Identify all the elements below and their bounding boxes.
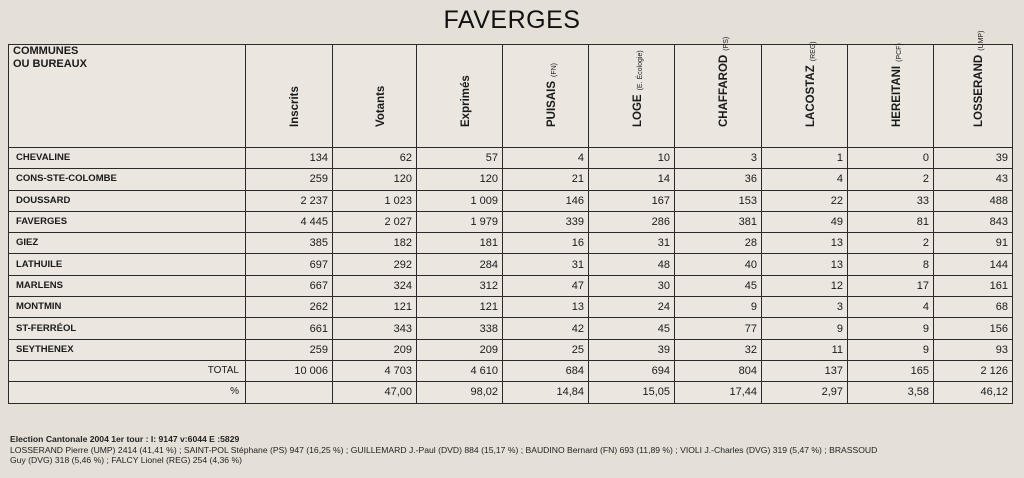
table-cell: 21 (503, 169, 589, 190)
table-cell: 13 (503, 297, 589, 318)
table-cell: 120 (417, 169, 503, 190)
table-row (9, 148, 1013, 169)
table-cell: 42 (503, 318, 589, 339)
table-row (9, 275, 1013, 296)
table-cell: 156 (934, 318, 1013, 339)
table-cell: 4 (503, 148, 589, 169)
column-header-inscrits (246, 45, 333, 148)
table-cell: 28 (675, 233, 762, 254)
table-cell: 209 (417, 339, 503, 360)
table-cell: 292 (333, 254, 417, 275)
table-cell: 22 (762, 190, 848, 211)
table-cell: 57 (417, 148, 503, 169)
table-cell: 284 (417, 254, 503, 275)
table-cell: 32 (675, 339, 762, 360)
row-label: CHEVALINE (9, 148, 246, 169)
footnote-candidates-2: Guy (DVG) 318 (5,46 %) ; FALCY Lionel (REG) 254 (4,36 %) (10, 455, 242, 465)
row-label: ST-FERRÉOL (9, 318, 246, 339)
table-cell (246, 382, 333, 403)
table-cell: 4 (848, 297, 934, 318)
column-party: (FN) (550, 62, 558, 77)
commune-header-line-2: OU BUREAUX (13, 58, 87, 70)
row-label: GIEZ (9, 233, 246, 254)
table-cell: 259 (246, 169, 333, 190)
table-cell: 10 006 (246, 360, 333, 381)
header-row (9, 45, 1013, 148)
table-row (9, 318, 1013, 339)
table-cell: 2 126 (934, 360, 1013, 381)
column-label: LOSSERAND (973, 54, 985, 127)
row-label: CONS-STE-COLOMBE (9, 169, 246, 190)
table-cell: 3,58 (848, 382, 934, 403)
column-header-votants (333, 45, 417, 148)
table-cell: 31 (589, 233, 675, 254)
table-cell: 843 (934, 211, 1013, 232)
table-cell: 30 (589, 275, 675, 296)
column-label: HEREITANI (890, 65, 903, 127)
table-cell: 134 (246, 148, 333, 169)
table-cell: 4 610 (417, 360, 503, 381)
table-cell: 49 (762, 211, 848, 232)
table-cell: 262 (246, 297, 333, 318)
table-cell: 182 (333, 233, 417, 254)
table-cell: 98,02 (417, 382, 503, 403)
column-label: Votants (374, 85, 387, 127)
table-cell: 339 (503, 211, 589, 232)
commune-column-header (9, 45, 246, 148)
table-cell: 9 (848, 318, 934, 339)
percent-row (9, 382, 1013, 403)
table-cell: 24 (589, 297, 675, 318)
results-table (8, 30, 1013, 404)
table-cell: 4 703 (333, 360, 417, 381)
table-cell: 146 (503, 190, 589, 211)
table-cell: 91 (934, 233, 1013, 254)
table-row (9, 339, 1013, 360)
table-cell: 46,12 (934, 382, 1013, 403)
table-cell: 167 (589, 190, 675, 211)
table-cell: 39 (934, 148, 1013, 169)
row-label: MARLENS (9, 275, 246, 296)
table-cell: 2 (848, 233, 934, 254)
table-cell: 33 (848, 190, 934, 211)
table-cell: 15,05 (589, 382, 675, 403)
table-cell: 11 (762, 339, 848, 360)
column-header-loge (589, 45, 675, 148)
column-header-lacostaz (762, 41, 848, 148)
table-cell: 14 (589, 169, 675, 190)
row-label: SEYTHENEX (9, 339, 246, 360)
table-cell: 4 445 (246, 211, 333, 232)
table-cell: 31 (503, 254, 589, 275)
table-cell: 153 (675, 190, 762, 211)
column-party: (UMP) (978, 30, 985, 51)
table-cell: 9 (762, 318, 848, 339)
table-row (9, 211, 1013, 232)
column-label: Inscrits (289, 86, 301, 127)
table-cell: 137 (762, 360, 848, 381)
table-cell: 120 (333, 169, 417, 190)
table-cell: 12 (762, 275, 848, 296)
table-cell: 2 (848, 169, 934, 190)
row-label: FAVERGES (9, 211, 246, 232)
column-header-hereitani (848, 45, 934, 148)
column-party: (PS) (723, 36, 730, 51)
table-cell: 385 (246, 233, 333, 254)
table-cell: 2 027 (333, 211, 417, 232)
table-cell: 13 (762, 233, 848, 254)
column-party: (E. Écologie) (636, 50, 644, 91)
table-cell: 694 (589, 360, 675, 381)
column-header-losserand (934, 30, 1013, 148)
table-cell: 9 (848, 339, 934, 360)
table-cell: 1 979 (417, 211, 503, 232)
table-cell: 1 023 (333, 190, 417, 211)
table-cell: 10 (589, 148, 675, 169)
table-cell: 1 009 (417, 190, 503, 211)
table-cell: 68 (934, 297, 1013, 318)
election-footnote (10, 434, 1014, 466)
table-cell: 684 (503, 360, 589, 381)
table-cell: 324 (333, 275, 417, 296)
table-row (9, 254, 1013, 275)
column-label: PUISAIS (545, 80, 558, 127)
commune-header-line-1: COMMUNES (13, 45, 79, 57)
table-cell: 165 (848, 360, 934, 381)
footnote-candidates-1: LOSSERAND Pierre (UMP) 2414 (41,41 %) ; SAINT-POL Stéphane (PS) 947 (16,25 %) ; GUILLEMARD J.-Paul (DVD) 884 (15,17 %) ; BAUDINO Bernard (FN) 693 (11,89 %) ; VIOLI J.-Charles (DVG) 319 (5,47 %) ; BRASSOUD (10, 444, 878, 455)
table-cell: 2,97 (762, 382, 848, 403)
table-cell: 1 (762, 148, 848, 169)
table-cell: 48 (589, 254, 675, 275)
table-cell: 17,44 (675, 382, 762, 403)
table-cell: 343 (333, 318, 417, 339)
table-cell: 25 (503, 339, 589, 360)
table-cell: 8 (848, 254, 934, 275)
column-label: LOGE (631, 94, 644, 127)
table-row (9, 233, 1013, 254)
row-label: LATHUILE (9, 254, 246, 275)
table-cell: 488 (934, 190, 1013, 211)
table-cell: 93 (934, 339, 1013, 360)
column-header-exprims (417, 45, 503, 148)
table-cell: 804 (675, 360, 762, 381)
column-label: Exprimés (459, 75, 472, 127)
column-party: (PCF) (895, 43, 903, 62)
column-label: CHAFFAROD (718, 54, 730, 127)
page-title: FAVERGES (443, 6, 581, 34)
table-cell: 45 (675, 275, 762, 296)
table-cell: 121 (333, 297, 417, 318)
table-cell: 3 (762, 297, 848, 318)
table-row (9, 169, 1013, 190)
table-cell: 209 (333, 339, 417, 360)
column-header-puisais (503, 45, 589, 148)
table-cell: 144 (934, 254, 1013, 275)
table-cell: 45 (589, 318, 675, 339)
table-cell: 697 (246, 254, 333, 275)
table-cell: 259 (246, 339, 333, 360)
column-label: LACOSTAZ (804, 65, 817, 127)
table-cell: 2 237 (246, 190, 333, 211)
table-cell: 381 (675, 211, 762, 232)
table-cell: 47 (503, 275, 589, 296)
table-cell: 286 (589, 211, 675, 232)
table-cell: 121 (417, 297, 503, 318)
table-cell: 0 (848, 148, 934, 169)
table-cell: 667 (246, 275, 333, 296)
table-cell: 81 (848, 211, 934, 232)
table-cell: 16 (503, 233, 589, 254)
table-cell: 661 (246, 318, 333, 339)
row-label: DOUSSARD (9, 190, 246, 211)
table-cell: 161 (934, 275, 1013, 296)
total-row (9, 360, 1013, 381)
table-cell: 47,00 (333, 382, 417, 403)
row-label: TOTAL (9, 360, 246, 381)
table-cell: 3 (675, 148, 762, 169)
table-cell: 9 (675, 297, 762, 318)
table-cell: 40 (675, 254, 762, 275)
table-row (9, 190, 1013, 211)
table-cell: 77 (675, 318, 762, 339)
table-cell: 312 (417, 275, 503, 296)
table-cell: 13 (762, 254, 848, 275)
table-cell: 14,84 (503, 382, 589, 403)
table-cell: 36 (675, 169, 762, 190)
table-cell: 39 (589, 339, 675, 360)
table-cell: 181 (417, 233, 503, 254)
table-cell: 43 (934, 169, 1013, 190)
row-label: MONTMIN (9, 297, 246, 318)
footnote-summary: Election Cantonale 2004 1er tour : I: 9147 v:6044 E :5829 (10, 434, 240, 444)
table-cell: 338 (417, 318, 503, 339)
column-party: (REG) (809, 41, 817, 62)
column-header-chaffarod (675, 36, 762, 148)
table-cell: 17 (848, 275, 934, 296)
table-row (9, 297, 1013, 318)
table-cell: 4 (762, 169, 848, 190)
table-cell: 62 (333, 148, 417, 169)
row-label: % (9, 382, 246, 403)
